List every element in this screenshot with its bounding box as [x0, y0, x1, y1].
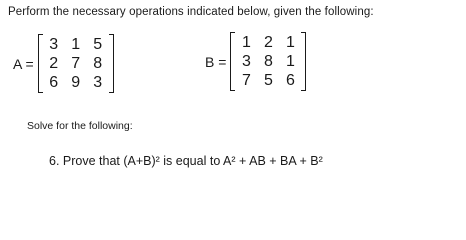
matrix-b-cell: 3 [241, 53, 251, 70]
matrix-a-cell: 8 [93, 55, 103, 72]
matrix-b-cell: 1 [285, 34, 295, 51]
matrix-a-cell: 9 [71, 74, 81, 91]
matrix-a-cell: 5 [93, 36, 103, 53]
matrix-b-grid [235, 32, 301, 91]
matrix-b-label: B = [205, 53, 227, 70]
matrix-a-grid [43, 34, 109, 93]
matrix-a-cell: 2 [49, 55, 59, 72]
matrix-a-right-bracket [109, 34, 114, 93]
solve-heading: Solve for the following: [27, 120, 133, 132]
problem-statement: 6. Prove that (A+B)² is equal to A² + AB + BA + B² [49, 154, 323, 168]
matrix-b-cell: 5 [263, 72, 273, 89]
matrix-a [13, 34, 114, 93]
matrix-a-label: A = [13, 55, 34, 72]
matrix-a-cell: 1 [71, 36, 81, 53]
matrix-b-cell: 6 [285, 72, 295, 89]
matrix-b-right-bracket [301, 32, 306, 91]
matrix-a-cell: 3 [49, 36, 59, 53]
matrix-b-cell: 8 [263, 53, 273, 70]
matrix-b-cell: 2 [263, 34, 273, 51]
matrix-a-cell: 6 [49, 74, 59, 91]
matrix-b-cell: 1 [285, 53, 295, 70]
matrix-b-cell: 1 [241, 34, 251, 51]
matrix-b [205, 32, 306, 91]
matrix-b-cell: 7 [241, 72, 251, 89]
instruction-text: Perform the necessary operations indicated below, given the following: [8, 6, 374, 18]
matrix-a-cell: 7 [71, 55, 81, 72]
matrix-a-cell: 3 [93, 74, 103, 91]
